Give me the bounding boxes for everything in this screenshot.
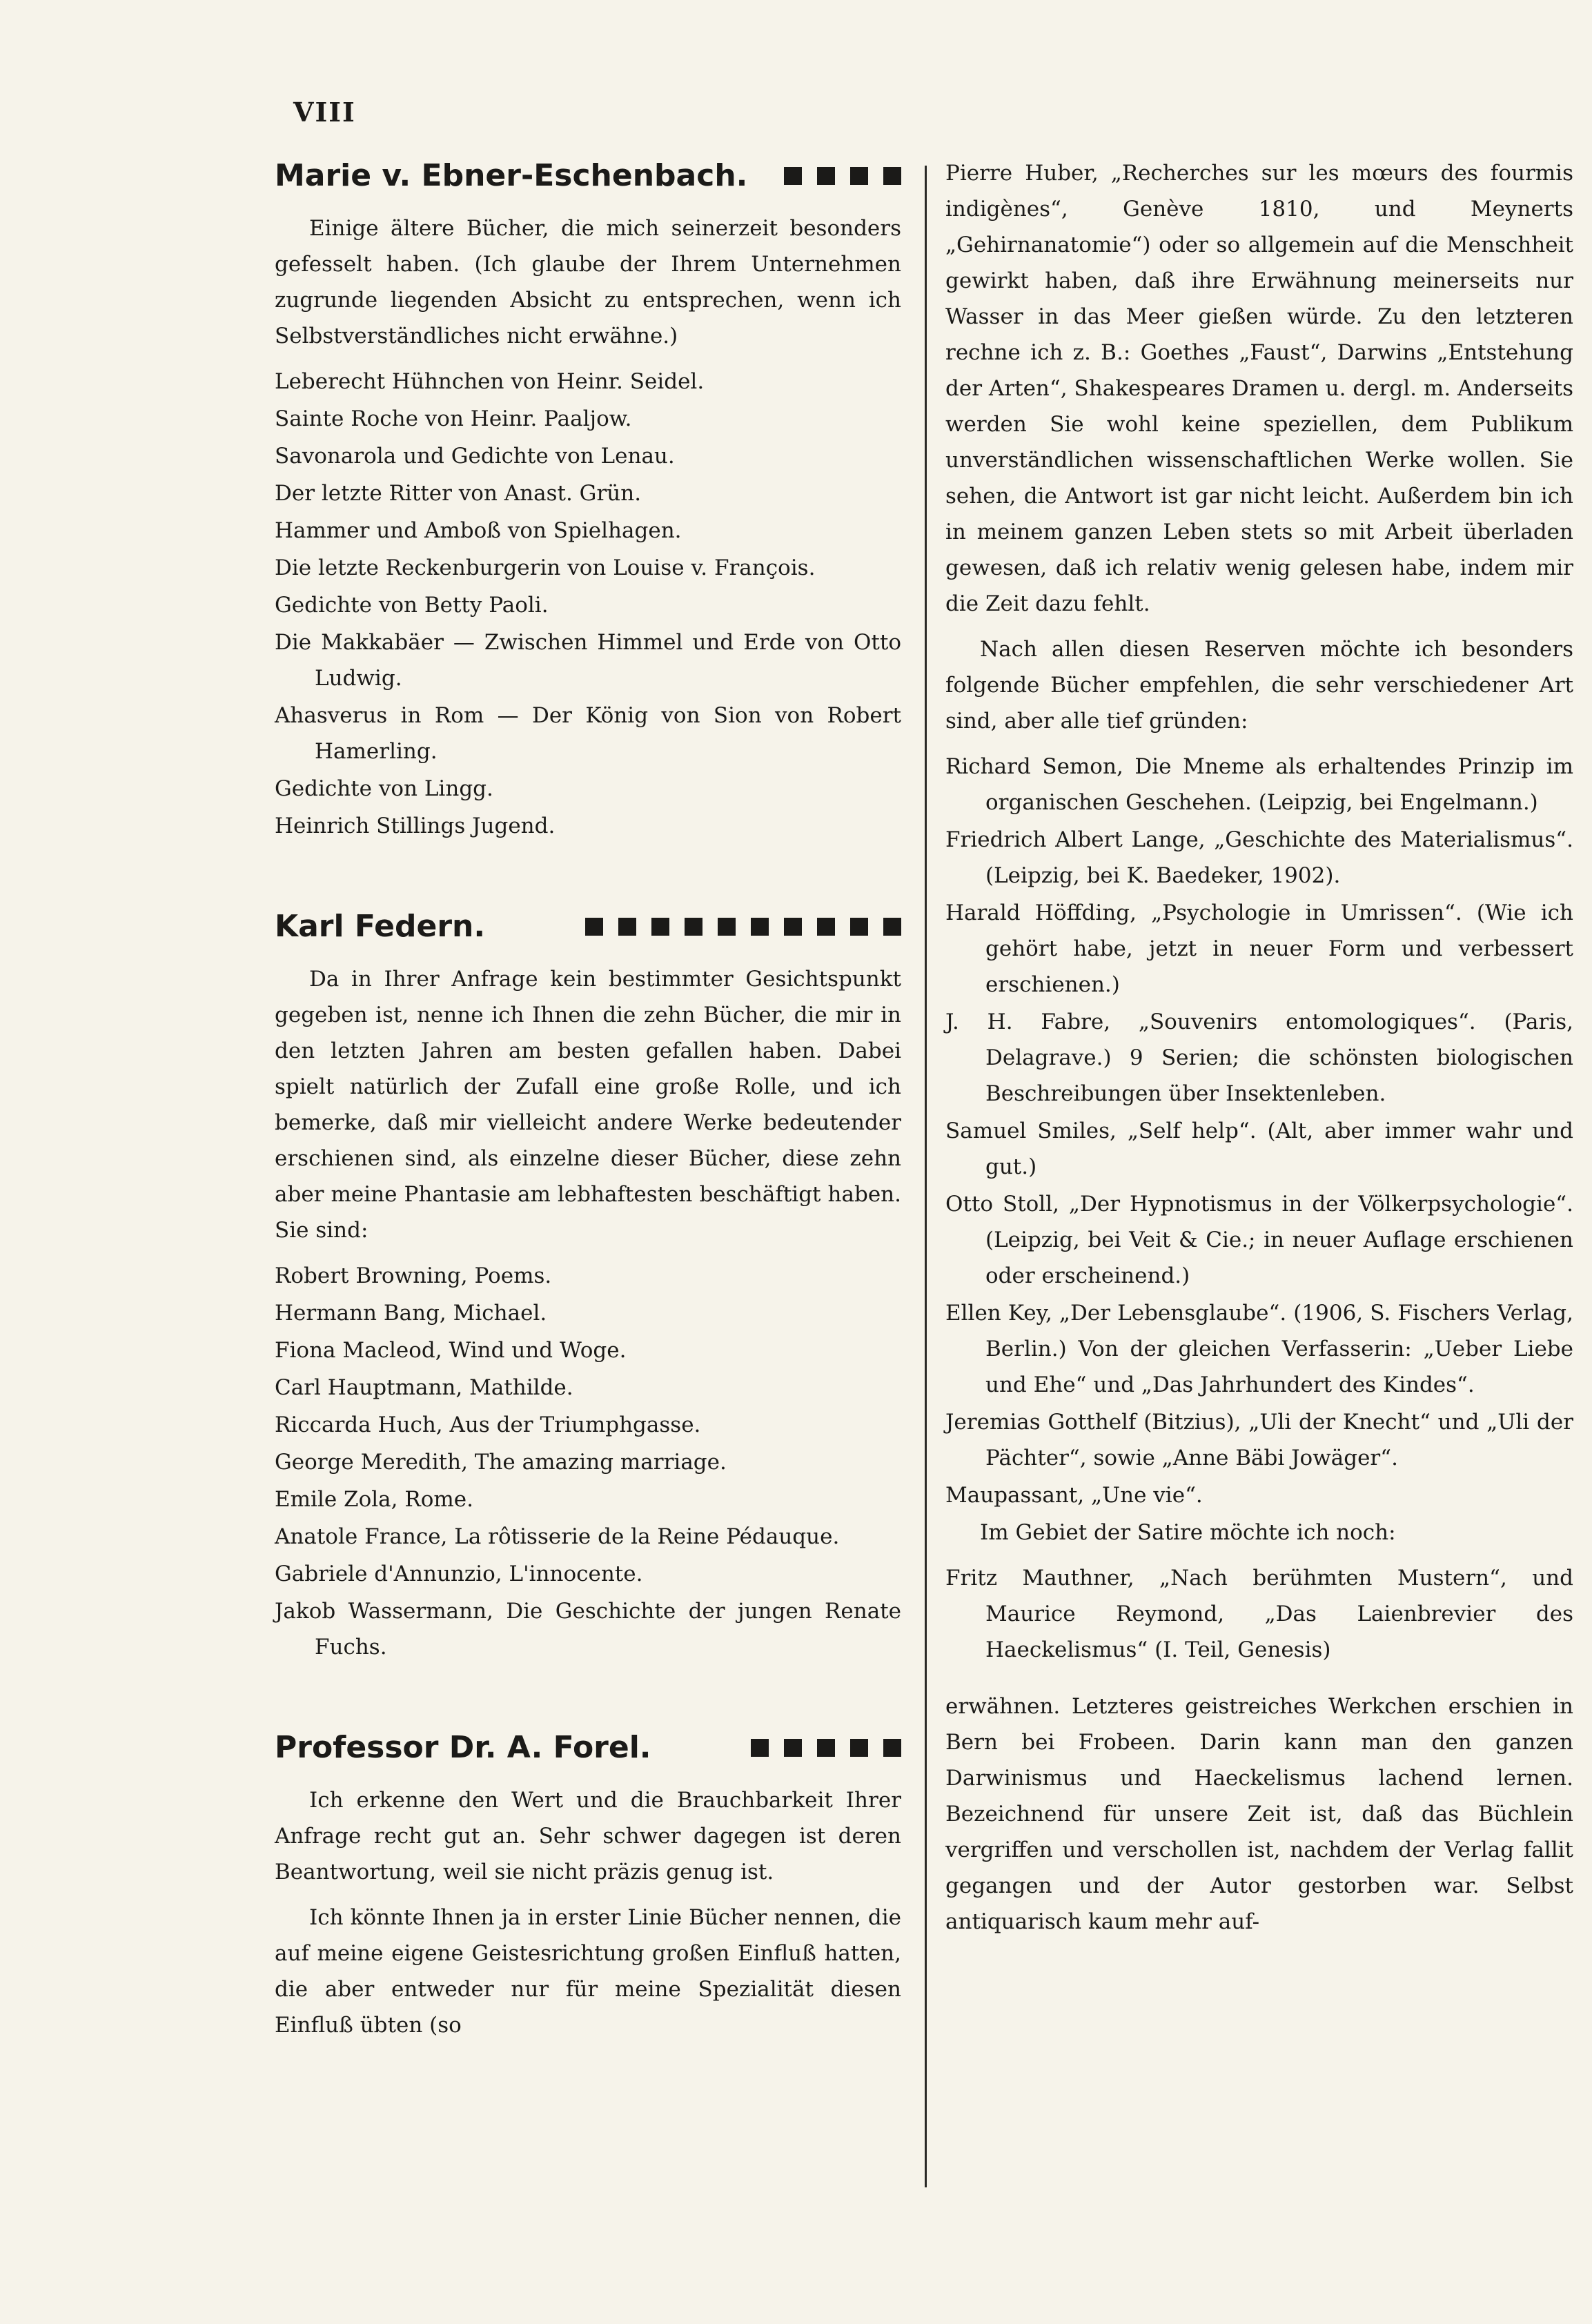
book-entry: Emile Zola, Rome. [275, 1487, 473, 1512]
book-entry: Gedichte von Lingg. [275, 776, 493, 801]
book-entry: Fiona Macleod, Wind und Woge. [275, 1338, 627, 1363]
book-entry: Gabriele d'Annunzio, L'innocente. [275, 1562, 643, 1586]
book-entry: Leberecht Hühnchen von Heinr. Seidel. [275, 369, 705, 394]
book-entry: Der letzte Ritter von Anast. Grün. [275, 481, 642, 506]
continuation-paragraph: Pierre Huber, „Recherches sur les mœurs des fourmis indigènes“, Genève 1810, und Meynerts „Gehirnanatomie“) oder so allgemein auf die Menschheit gewirkt haben, daß ihre Erwähnung meinerseits nur Wasser in das Meer gießen würde. Zu den letzteren rechne ich z. B.: Goethes „Faust“, Darwins „Entstehung der Arten“, Shakespeares Dramen u. dergl. m. Anderseits werden Sie wohl keine speziellen, dem Publikum unverständlichen wissenschaftlichen Werke wollen. Sie sehen, die Antwort ist gar nicht leicht. Außerdem bin ich in meinem ganzen Leben stets so mit Arbeit überladen gewesen, daß ich relativ wenig gelesen habe, indem mir die Zeit dazu fehlt. [945, 161, 1573, 616]
author-name: Karl Federn. [275, 909, 486, 944]
section-heading [275, 155, 901, 197]
book-entry: Harald Höffding, „Psychologie in Umrissen“. (Wie ich gehört habe, jetzt in neuer Form und verbessert erschienen.) [945, 900, 1573, 997]
book-entry: Carl Hauptmann, Mathilde. [275, 1375, 573, 1400]
book-entry: Robert Browning, Poems. [275, 1263, 552, 1288]
book-entry: Hammer und Amboß von Spielhagen. [275, 518, 682, 543]
section-heading [275, 906, 901, 947]
book-entry: Jakob Wassermann, Die Geschichte der jungen Renate Fuchs. [275, 1599, 901, 1660]
book-entry: Riccarda Huch, Aus der Triumphgasse. [275, 1412, 701, 1437]
book-entry: Richard Semon, Die Mneme als erhaltendes Prinzip im organischen Geschehen. (Leipzig, bei Engelmann.) [945, 754, 1573, 815]
book-entry: Ahasverus in Rom — Der König von Sion von Robert Hamerling. [275, 703, 901, 764]
book-entry: Sainte Roche von Heinr. Paaljow. [275, 406, 632, 431]
book-entry: George Meredith, The amazing marriage. [275, 1450, 727, 1475]
book-entry: Die letzte Reckenburgerin von Louise v. François. [275, 555, 816, 580]
page-number: VIII [293, 97, 356, 128]
book-entry: Heinrich Stillings Jugend. [275, 814, 556, 838]
body-paragraph: Nach allen diesen Reserven möchte ich besonders folgende Bücher empfehlen, die sehr verschiedener Art sind, aber alle tief gründen: [945, 637, 1573, 733]
book-entry: Fritz Mauthner, „Nach berühmten Mustern“, und Maurice Reymond, „Das Laienbrevier des Haeckelismus“ (I. Teil, Genesis) [945, 1566, 1573, 1662]
author-name: Marie v. Ebner-Eschenbach. [275, 158, 748, 193]
book-entry: Otto Stoll, „Der Hypnotismus in der Völkerpsychologie“. (Leipzig, bei Veit & Cie.; in neuer Auflage erschienen oder erscheinend.) [945, 1192, 1573, 1288]
book-entry: J. H. Fabre, „Souvenirs entomologiques“. (Paris, Delagrave.) 9 Serien; die schönsten biologischen Beschreibungen über Insektenleben. [945, 1010, 1573, 1106]
section-federn [275, 906, 901, 1665]
section-ebner-eschenbach [275, 155, 901, 844]
heading-ornament [784, 167, 901, 185]
book-entry: Samuel Smiles, „Self help“. (Alt, aber immer wahr und gut.) [945, 1119, 1573, 1179]
section-heading [275, 1727, 901, 1769]
satire-intro: Im Gebiet der Satire möchte ich noch: [980, 1520, 1396, 1545]
heading-ornament [751, 1739, 901, 1757]
intro-paragraph: Einige ältere Bücher, die mich seinerzeit besonders gefesselt haben. (Ich glaube der Ihrem Unternehmen zugrunde liegenden Absicht zu entsprechen, wenn ich Selbstverständliches nicht erwähne.) [275, 216, 901, 348]
intro-paragraph: Da in Ihrer Anfrage kein bestimmter Gesichtspunkt gegeben ist, nenne ich Ihnen die zehn Bücher, die mir in den letzten Jahren am besten gefallen haben. Dabei spielt natürlich der Zufall eine große Rolle, und ich bemerke, daß mir vielleicht andere Werke bedeutender erschienen sind, als einzelne dieser Bücher, diese zehn aber meine Phantasie am lebhaftesten beschäftigt haben. Sie sind: [275, 967, 901, 1243]
column-divider [925, 166, 927, 2187]
book-entry: Ellen Key, „Der Lebensglaube“. (1906, S. Fischers Verlag, Berlin.) Von der gleichen Verfasserin: „Ueber Liebe und Ehe“ und „Das Jahrhundert des Kindes“. [945, 1301, 1573, 1397]
book-entry: Gedichte von Betty Paoli. [275, 593, 549, 618]
section-forel [275, 1727, 901, 2043]
book-entry: Jeremias Gotthelf (Bitzius), „Uli der Knecht“ und „Uli der Pächter“, sowie „Anne Bäbi Jowäger“. [945, 1410, 1573, 1470]
body-paragraph: Ich erkenne den Wert und die Brauchbarkeit Ihrer Anfrage recht gut an. Sehr schwer dagegen ist deren Beantwortung, weil sie nicht präzis genug ist. [275, 1788, 901, 1884]
right-column [945, 155, 1573, 1949]
book-entry: Savonarola und Gedichte von Lenau. [275, 444, 675, 469]
book-entry: Hermann Bang, Michael. [275, 1301, 547, 1326]
body-paragraph: Ich könnte Ihnen ja in erster Linie Bücher nennen, die auf meine eigene Geistesrichtung großen Einfluß hatten, die aber entweder nur für meine Spezialität diesen Einfluß übten (so [275, 1905, 901, 2038]
body-paragraph: erwähnen. Letzteres geistreiches Werkchen erschien in Bern bei Frobeen. Darin kann man den ganzen Darwinismus und Haeckelismus lachend lernen. Bezeichnend für unsere Zeit ist, daß das Büchlein vergriffen und verschollen ist, nachdem der Verlag fallit gegangen und der Autor gestorben war. Selbst antiquarisch kaum mehr auf- [945, 1694, 1573, 1934]
book-entry: Die Makkabäer — Zwischen Himmel und Erde von Otto Ludwig. [275, 630, 901, 691]
book-entry: Friedrich Albert Lange, „Geschichte des Materialismus“. (Leipzig, bei K. Baedeker, 1902). [945, 827, 1573, 888]
heading-ornament [585, 918, 901, 936]
left-column [275, 155, 901, 2105]
book-entry: Maupassant, „Une vie“. [945, 1483, 1203, 1508]
book-entry: Anatole France, La rôtisserie de la Reine Pédauque. [275, 1524, 840, 1549]
author-name: Professor Dr. A. Forel. [275, 1730, 651, 1765]
